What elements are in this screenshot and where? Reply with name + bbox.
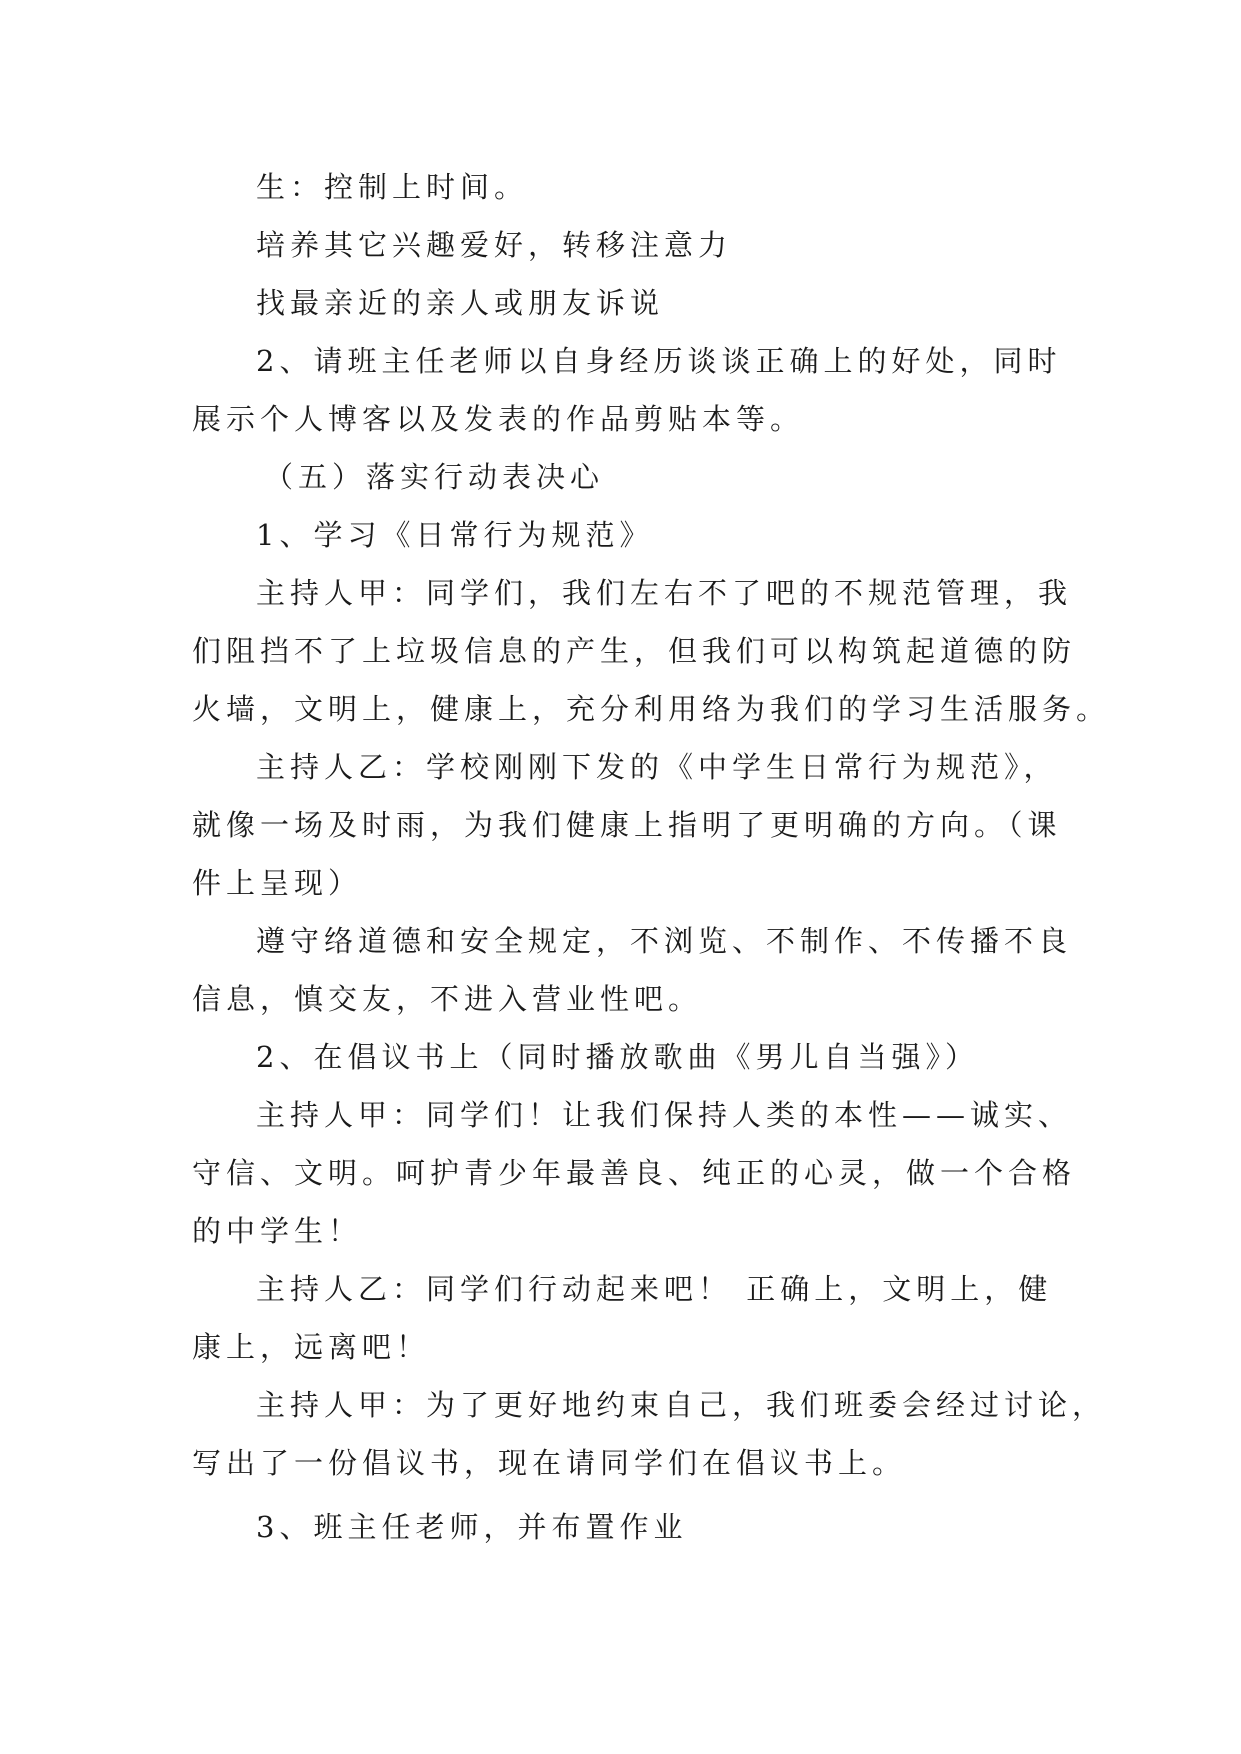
text-line: 们阻挡不了上垃圾信息的产生，但我们可以构筑起道德的防 [192,634,1077,668]
text-line: 火墙，文明上，健康上，充分利用络为我们的学习生活服务。 [192,692,1111,726]
text-line: 写出了一份倡议书，现在请同学们在倡议书上。 [192,1446,907,1480]
text-line: 生：控制上时间。 [256,170,529,204]
text-line: 展示个人博客以及发表的作品剪贴本等。 [192,402,805,436]
text-line: 康上，远离吧！ [192,1330,431,1364]
subsection-heading: 1、学习《日常行为规范》 [256,518,654,552]
text-line: 主持人乙：学校刚刚下发的《中学生日常行为规范》， [256,750,1058,784]
text-line: 守信、文明。呵护青少年最善良、纯正的心灵，做一个合格 [192,1156,1077,1190]
text-line: 件上呈现） [192,866,363,900]
text-line: 主持人甲：为了更好地约束自己，我们班委会经过讨论， [256,1388,1107,1422]
text-line: 遵守络道德和安全规定，不浏览、不制作、不传播不良 [256,924,1073,958]
subsection-heading: 2、在倡议书上（同时播放歌曲《男儿自当强》） [256,1040,979,1074]
text-line: 主持人甲：同学们，我们左右不了吧的不规范管理，我 [256,576,1073,610]
section-heading: （五）落实行动表决心 [264,460,605,494]
text-line: 信息，慎交友，不进入营业性吧。 [192,982,703,1016]
text-line: 主持人乙：同学们行动起来吧！ 正确上，文明上，健 [256,1272,1053,1306]
subsection-heading: 3、班主任老师，并布置作业 [256,1510,688,1544]
document-body [192,158,1111,1556]
text-line: 就像一场及时雨，为我们健康上指明了更明确的方向。（课 [192,808,1062,842]
text-line: 主持人甲：同学们！让我们保持人类的本性——诚实、 [256,1098,1073,1132]
text-line: 找最亲近的亲人或朋友诉说 [256,286,665,320]
text-line: 的中学生！ [192,1214,363,1248]
text-line: 2、请班主任老师以自身经历谈谈正确上的好处，同时 [256,344,1062,378]
text-line: 培养其它兴趣爱好，转移注意力 [256,228,733,262]
